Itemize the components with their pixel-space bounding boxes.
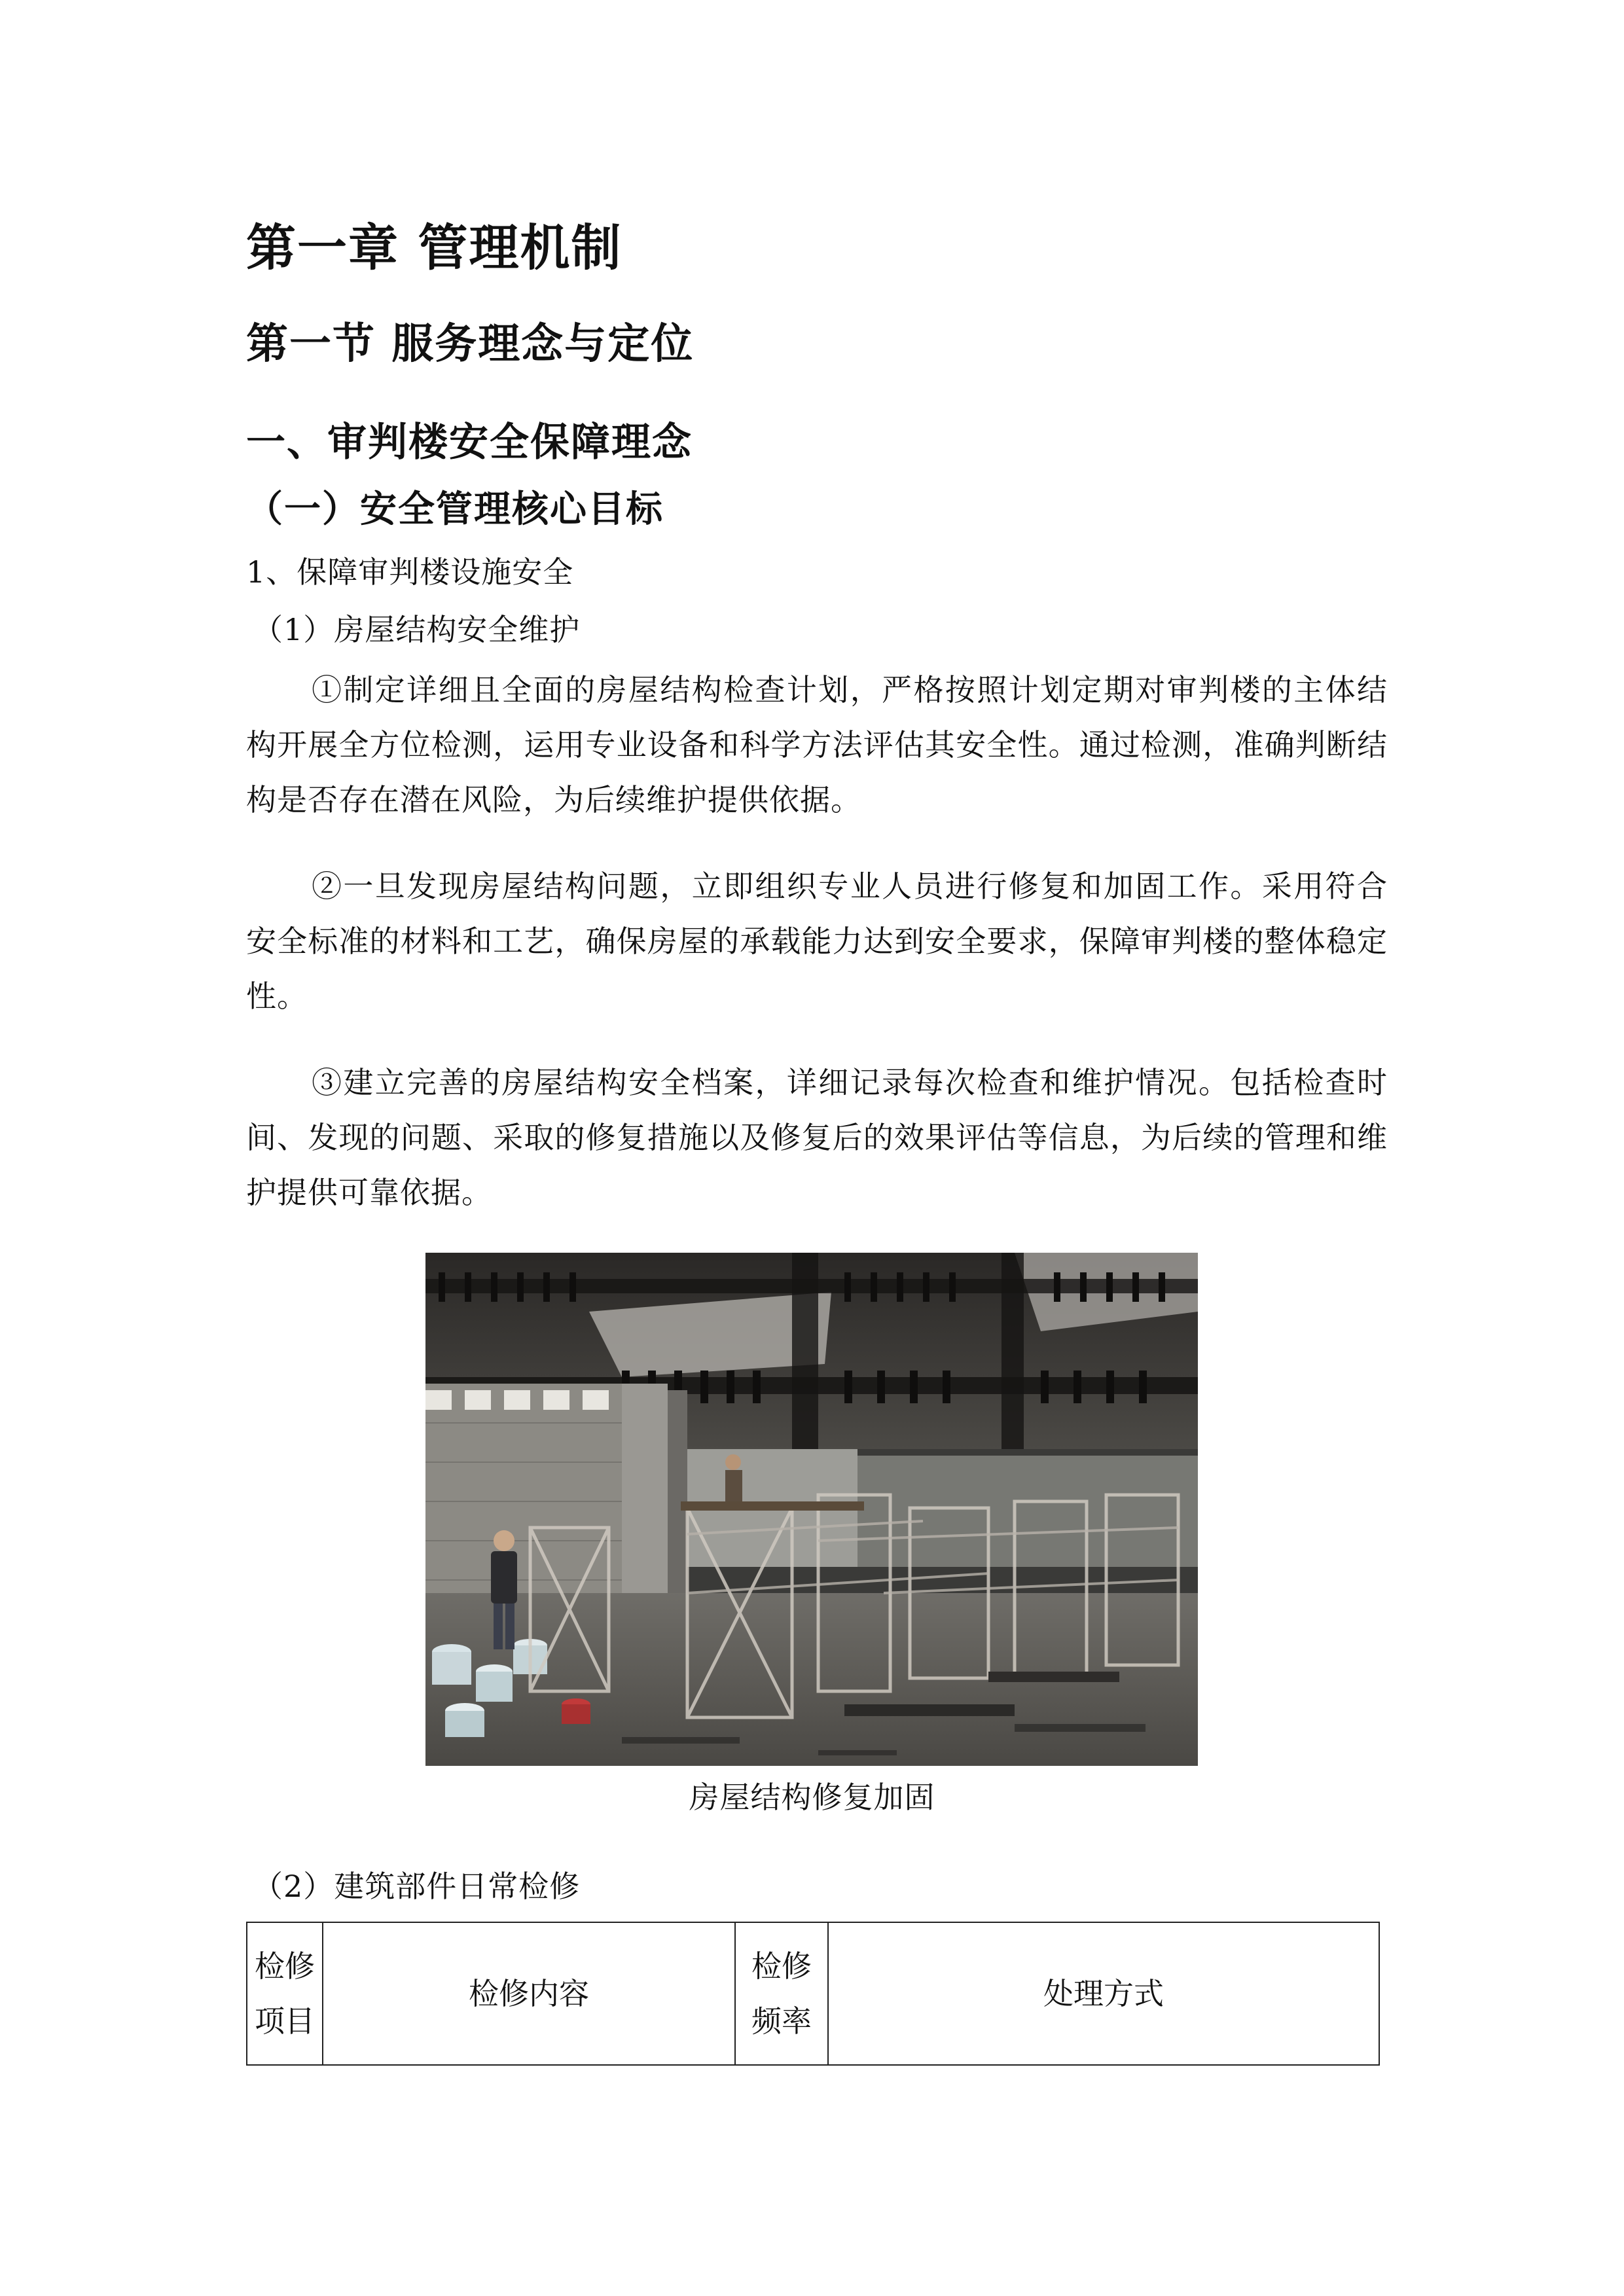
table-header-row xyxy=(247,1922,1379,2065)
header-cell-item xyxy=(247,1922,323,2065)
header-cell-handling: 处理方式 xyxy=(828,1922,1379,2065)
figure-caption: 房屋结构修复加固 xyxy=(689,1780,935,1815)
paragraph-2: ②一旦发现房屋结构问题，立即组织专业人员进行修复和加固工作。采用符合安全标准的材料和工艺，确保房屋的承载能力达到安全要求，保障审判楼的整体稳定性。 xyxy=(246,869,1388,1014)
item-heading-1-2: （2）建筑部件日常检修 xyxy=(253,1869,581,1904)
header-cell-content: 检修内容 xyxy=(323,1922,735,2065)
header-frequency-line2: 频率 xyxy=(751,2003,812,2039)
paragraph-3: ③建立完善的房屋结构安全档案，详细记录每次检查和维护情况。包括检查时间、发现的问题、采取的修复措施以及修复后的效果评估等信息，为后续的管理和维护提供可靠依据。 xyxy=(246,1065,1388,1210)
header-item-line2: 项目 xyxy=(255,2003,315,2039)
header-cell-frequency xyxy=(735,1922,828,2065)
maintenance-table xyxy=(246,1922,1380,2066)
header-frequency-line1: 检修 xyxy=(751,1948,812,1984)
paragraph-1: ①制定详细且全面的房屋结构检查计划，严格按照计划定期对审判楼的主体结构开展全方位检测，运用专业设备和科学方法评估其安全性。通过检测，准确判断结构是否存在潜在风险，为后续维护提供依据。 xyxy=(246,672,1388,817)
chapter-title: 第一章 管理机制 xyxy=(246,219,623,277)
photo-illustration xyxy=(425,1253,1198,1766)
item-heading-1-1: （1）房屋结构安全维护 xyxy=(253,612,581,647)
subsubsection-title: （一）安全管理核心目标 xyxy=(246,488,664,531)
subsection-title: 一、审判楼安全保障理念 xyxy=(246,420,693,465)
structure-repair-photo xyxy=(425,1253,1198,1766)
item-heading-1: 1、保障审判楼设施安全 xyxy=(246,554,574,590)
header-item-line1: 检修 xyxy=(255,1948,315,1984)
section-title: 第一节 服务理念与定位 xyxy=(246,320,695,368)
